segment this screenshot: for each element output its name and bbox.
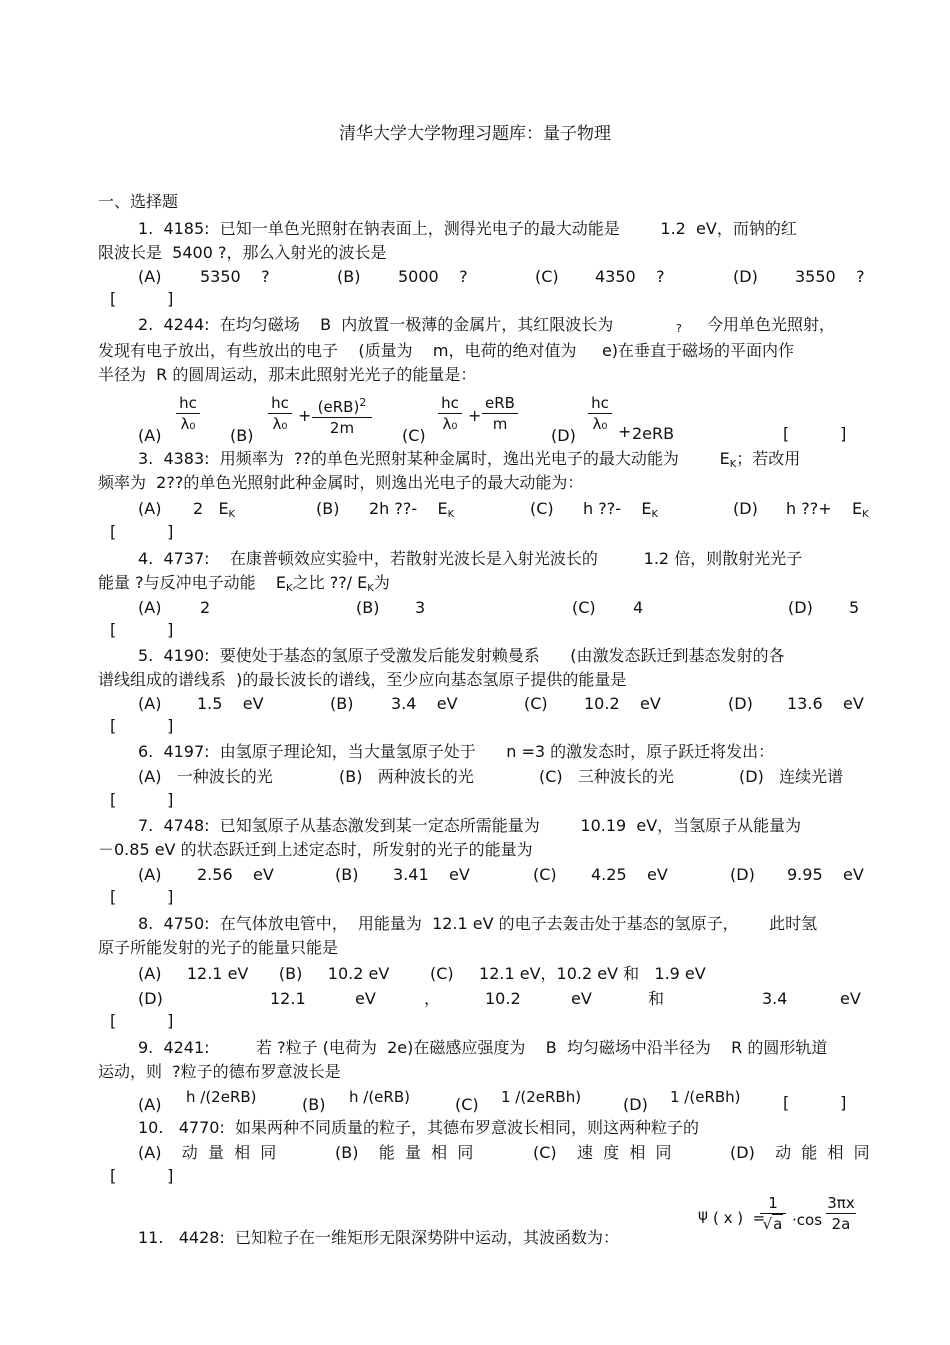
q7-opt-c-value: 4.25 eV <box>591 865 668 884</box>
q5-opt-b-value: 3.4 eV <box>391 694 458 713</box>
q9-opt-c: (C) <box>455 1095 479 1114</box>
q9-opt-a-value: h /(2eRB) <box>186 1088 257 1106</box>
section-heading: 一、选择题 <box>98 192 179 211</box>
q2-line2: 发现有电子放出，有些放出的电子 (质量为 m，电荷的绝对值为 e)在垂直于磁场的平面内作 <box>98 341 795 360</box>
q4-opt-a: (A) <box>138 598 162 617</box>
q6-line1: 6. 4197: 由氢原子理论知，当大量氢原子处于 n =3 的激发态时，原子跃迁将发出： <box>138 742 775 761</box>
q4-opt-d: (D) <box>788 598 813 617</box>
q9-line2: 运动，则 ?粒子的德布罗意波长是 <box>98 1062 341 1081</box>
q7-opt-a-value: 2.56 eV <box>197 865 274 884</box>
q2-opt-b-formula-2: (eRB)$^2$ 2m <box>312 394 372 437</box>
q1-opt-b: (B) <box>337 267 361 286</box>
q8-opt-d-v1: 12.1 <box>270 989 306 1008</box>
q9-line1-body: 若 ?粒子 (电荷为 2e)在磁感应强度为 B 均匀磁场中沿半径为 R 的圆形轨道 <box>256 1038 828 1057</box>
q7-answer-bracket: [ ] <box>110 887 174 906</box>
q2-line3: 半径为 R 的圆周运动，那末此照射光光子的能量是： <box>98 365 477 384</box>
q10-opt-a: (A) 动 量 相 同 <box>138 1143 277 1162</box>
q1-opt-a: (A) <box>138 267 162 286</box>
q2-opt-d-term: 2eRB <box>632 424 675 443</box>
q1-opt-d: (D) <box>733 267 758 286</box>
q7-opt-a: (A) <box>138 865 162 884</box>
q8-opt-d-and: 和 <box>648 989 665 1008</box>
q9-line1: 9. 4241: <box>138 1038 210 1057</box>
q8-opt-d-v2: 10.2 <box>485 989 521 1008</box>
q2-opt-b-formula-1: hc λ₀ <box>268 394 292 433</box>
q5-opt-a-value: 1.5 eV <box>197 694 264 713</box>
q3-opt-d: (D) <box>733 499 758 518</box>
q4-opt-b-value: 3 <box>415 598 426 617</box>
q2-opt-b: (B) <box>230 426 254 445</box>
q8-opt-d-u3: eV <box>840 989 861 1008</box>
q2-opt-b-plus: + <box>298 406 312 425</box>
page-title: 清华大学大学物理习题库：量子物理 <box>339 124 611 144</box>
q5-opt-a: (A) <box>138 694 162 713</box>
q10-answer-bracket: [ ] <box>110 1166 174 1185</box>
q8-opt-d-v3: 3.4 <box>762 989 788 1008</box>
q1-opt-c-value: 4350 ? <box>595 267 665 286</box>
q11-psi-argument: ( x ) = <box>713 1209 766 1227</box>
q4-line1: 4. 4737: 在康普顿效应实验中，若散射光波长是入射光波长的 1.2 倍，则散射光光子 <box>138 549 803 568</box>
q11-cos-argument: 3πx 2a <box>827 1194 855 1233</box>
q7-opt-d: (D) <box>730 865 755 884</box>
q8-line1: 8. 4750: 在气体放电管中， 用能量为 12.1 eV 的电子去轰击处于基态的氢原子， 此时氢 <box>138 914 818 933</box>
q2-answer-bracket: [ ] <box>783 424 847 443</box>
q4-opt-c-value: 4 <box>633 598 644 617</box>
q3-opt-b-value: 2h ??- $E_K$ <box>369 499 455 520</box>
q2-opt-a-formula: hc λ₀ <box>176 394 200 433</box>
q8-answer-bracket: [ ] <box>110 1011 174 1030</box>
q4-line2: 能量 ?与反冲电子动能 $E_K$之比 ??/ $E_K$为 <box>98 573 390 594</box>
q8-line2: 原子所能发射的光子的能量只能是 <box>98 938 339 957</box>
q7-opt-c: (C) <box>533 865 557 884</box>
q2-opt-d-formula-1: hc λ₀ <box>588 394 612 433</box>
q5-opt-d: (D) <box>728 694 753 713</box>
q2-lambda0-symbol: ? <box>676 322 682 335</box>
q9-opt-b-value: h /(eRB) <box>349 1088 410 1106</box>
q2-opt-d-plus: + <box>618 422 632 441</box>
q3-opt-c-value: h ??- $E_K$ <box>583 499 658 520</box>
q6-opt-c: (C) 三种波长的光 <box>539 767 674 786</box>
q6-opt-b: (B) 两种波长的光 <box>339 767 474 786</box>
q3-line1: 3. 4383: 用频率为 ??的单色光照射某种金属时，逸出光电子的最大动能为 $E_K$；若改用 <box>138 449 801 470</box>
q2-opt-c-formula-2: eRB m <box>482 394 518 433</box>
q10-opt-c: (C) 速 度 相 同 <box>533 1143 672 1162</box>
q9-opt-c-value: 1 /(2eRBh) <box>501 1088 582 1106</box>
q2-line1-end: 今用单色光照射， <box>707 315 836 334</box>
q5-opt-d-value: 13.6 eV <box>787 694 864 713</box>
q7-line1: 7. 4748: 已知氢原子从基态激发到某一定态所需能量为 10.19 eV，当氢原子从能量为 <box>138 816 802 835</box>
q1-opt-d-value: 3550 ? <box>795 267 865 286</box>
q5-opt-c-value: 10.2 eV <box>584 694 661 713</box>
q2-opt-c-plus: + <box>468 406 482 425</box>
q11-coefficient: 1 √a <box>760 1194 786 1233</box>
q3-opt-c: (C) <box>530 499 554 518</box>
q3-opt-a: (A) <box>138 499 162 518</box>
q8-opt-d-u1: eV <box>355 989 376 1008</box>
q10-opt-b: (B) 能 量 相 同 <box>335 1143 474 1162</box>
q2-opt-a: (A) <box>138 426 162 445</box>
q4-opt-d-value: 5 <box>849 598 860 617</box>
q8-opt-d: (D) <box>138 989 163 1008</box>
q8-opt-d-u2: eV <box>571 989 592 1008</box>
q2-opt-c: (C) <box>402 426 426 445</box>
q6-opt-d: (D) 连续光谱 <box>739 767 844 786</box>
q11-psi-symbol: ψ <box>698 1206 708 1224</box>
q6-opt-a: (A) 一种波长的光 <box>138 767 273 786</box>
q5-opt-c: (C) <box>524 694 548 713</box>
q1-opt-c: (C) <box>535 267 559 286</box>
q7-opt-b-value: 3.41 eV <box>393 865 470 884</box>
q4-opt-a-value: 2 <box>200 598 211 617</box>
q4-opt-b: (B) <box>356 598 380 617</box>
q7-opt-b: (B) <box>335 865 359 884</box>
q1-opt-a-value: 5350 ? <box>200 267 270 286</box>
q1-opt-b-value: 5000 ? <box>398 267 468 286</box>
q5-line2: 谱线组成的谱线系 )的最长波长的谱线，至少应向基态氢原子提供的能量是 <box>98 670 627 689</box>
q9-answer-bracket: [ ] <box>783 1093 847 1112</box>
q5-answer-bracket: [ ] <box>110 716 174 735</box>
q8-opt-d-sep: ， <box>424 989 441 1008</box>
q5-line1: 5. 4190: 要使处于基态的氢原子受激发后能发射赖曼系 (由激发态跃迁到基态发射的各 <box>138 646 785 665</box>
q1-line2: 限波长是 5400 ?，那么入射光的波长是 <box>98 243 387 262</box>
q9-opt-b: (B) <box>302 1095 326 1114</box>
q7-opt-d-value: 9.95 eV <box>787 865 864 884</box>
q2-line1: 2. 4244: 在均匀磁场 B 内放置一极薄的金属片，其红限波长为 <box>138 315 614 334</box>
q9-opt-a: (A) <box>138 1095 162 1114</box>
q3-answer-bracket: [ ] <box>110 522 174 541</box>
q1-line1: 1. 4185: 已知一单色光照射在钠表面上，测得光电子的最大动能是 1.2 eV，而钠的红 <box>138 219 797 238</box>
q2-opt-c-formula-1: hc λ₀ <box>438 394 462 433</box>
q4-answer-bracket: [ ] <box>110 620 174 639</box>
q7-line2: －0.85 eV 的状态跃迁到上述定态时，所发射的光子的能量为 <box>98 840 533 859</box>
q3-opt-b: (B) <box>316 499 340 518</box>
q11-cos: ·cos <box>792 1211 823 1229</box>
q1-answer-bracket: [ ] <box>110 289 174 308</box>
q8-line3: (A) 12.1 eV (B) 10.2 eV (C) 12.1 eV，10.2 eV 和 1.9 eV <box>138 964 706 983</box>
q5-opt-b: (B) <box>330 694 354 713</box>
q9-opt-d: (D) <box>623 1095 648 1114</box>
q2-opt-d: (D) <box>551 426 576 445</box>
q3-line2: 频率为 2??的单色光照射此种金属时，则逸出光电子的最大动能为： <box>98 473 584 492</box>
q9-opt-d-value: 1 /(eRBh) <box>670 1088 741 1106</box>
q11-line1: 11. 4428: 已知粒子在一维矩形无限深势阱中运动，其波函数为： <box>138 1228 619 1247</box>
q6-answer-bracket: [ ] <box>110 790 174 809</box>
q10-line1: 10. 4770: 如果两种不同质量的粒子，其德布罗意波长相同，则这两种粒子的 <box>138 1118 699 1137</box>
q3-opt-d-value: h ??+ $E_K$ <box>786 499 869 520</box>
q3-opt-a-value: 2 $E_K$ <box>193 499 236 520</box>
q4-opt-c: (C) <box>572 598 596 617</box>
q10-opt-d: (D) 动 能 相 同 <box>730 1143 870 1162</box>
